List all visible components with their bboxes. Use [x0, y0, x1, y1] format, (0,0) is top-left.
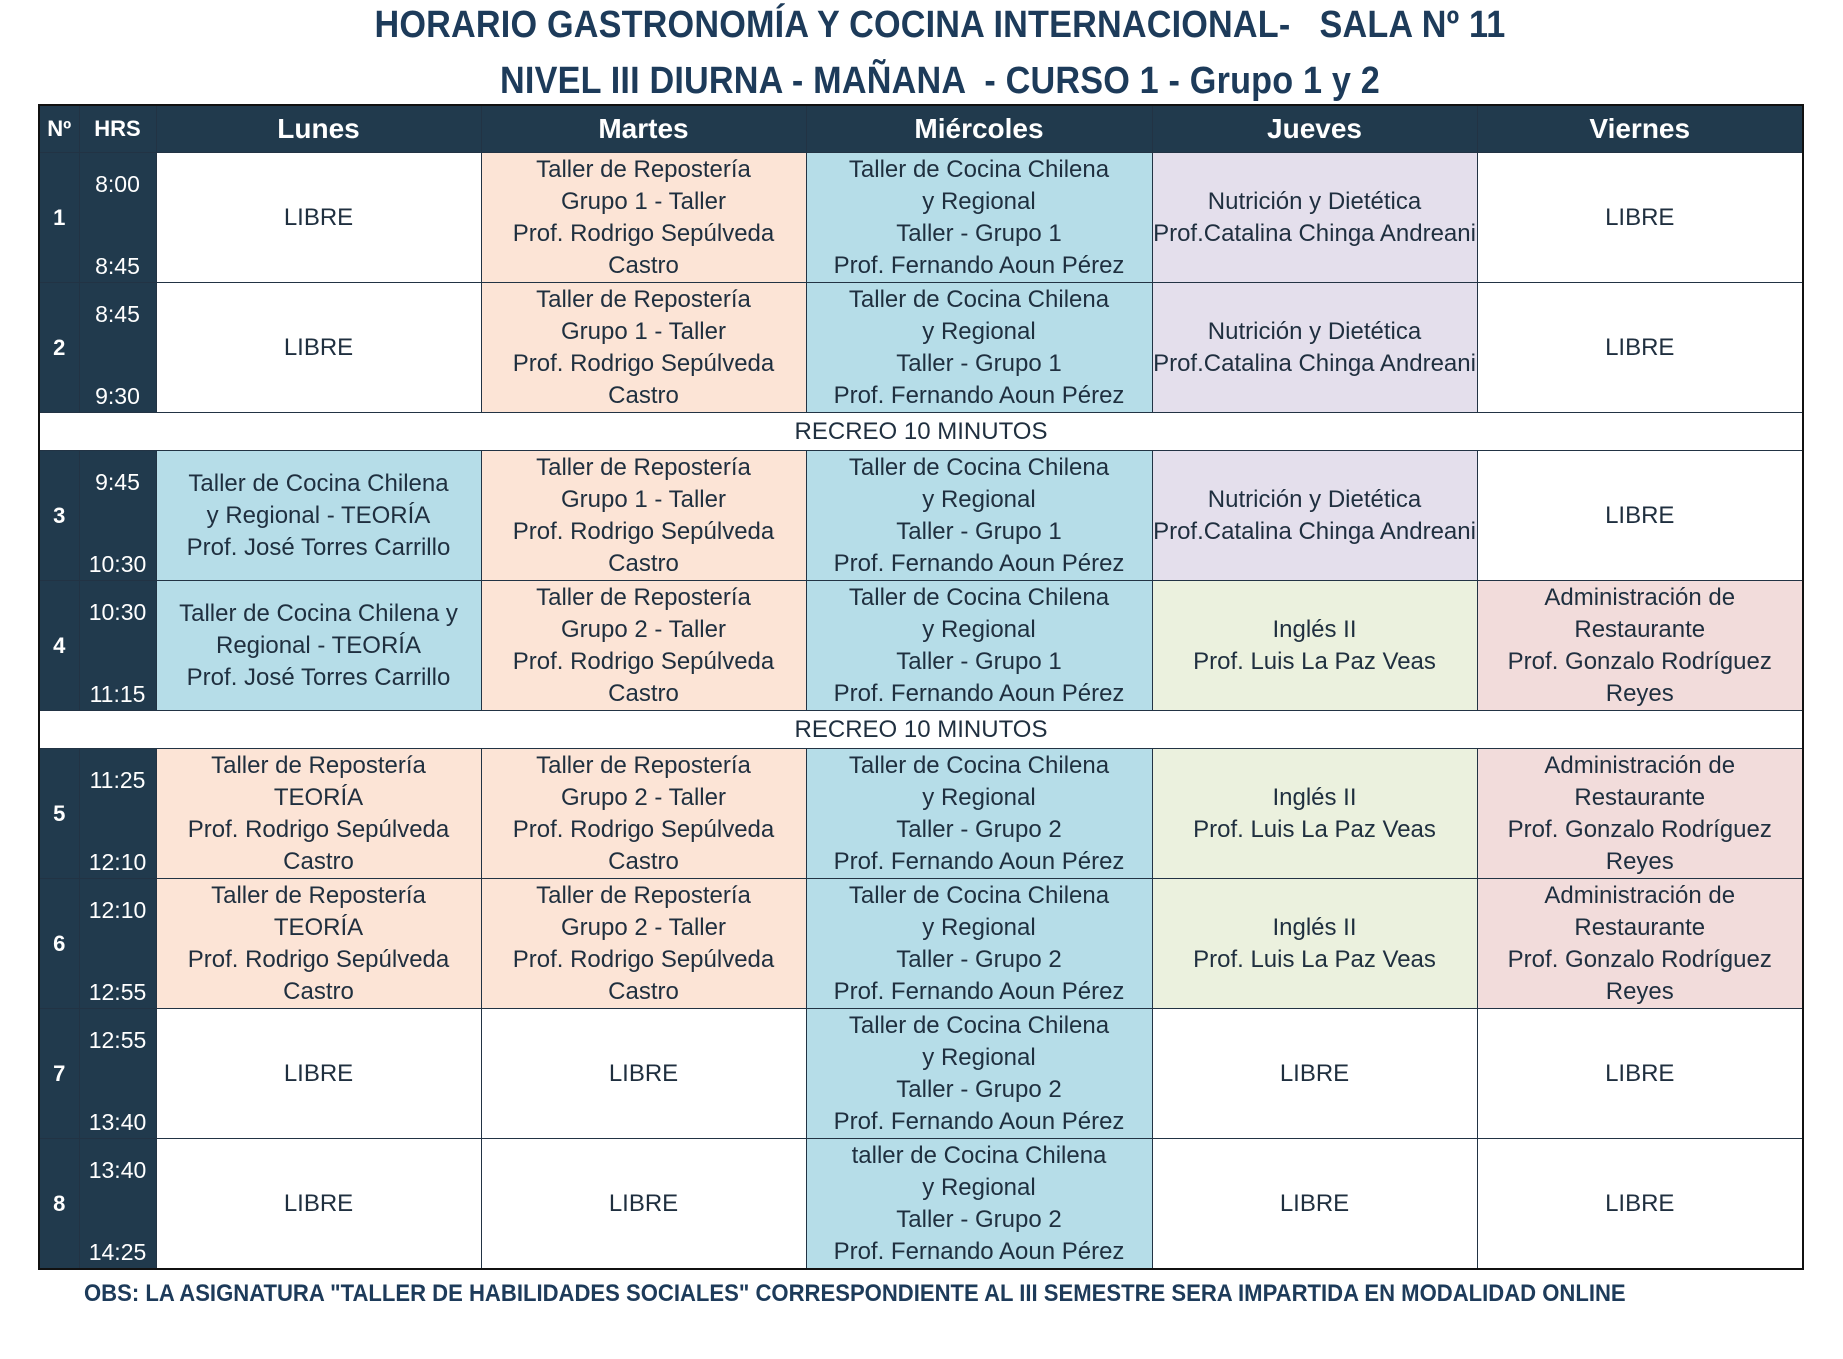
- period-hours: [79, 1009, 156, 1139]
- table-row: [39, 153, 1803, 283]
- recreo-label: RECREO 10 MINUTOS: [39, 711, 1803, 749]
- class-cell: Nutrición y Dietética Prof.Catalina Chinga Andreani: [1152, 153, 1477, 283]
- class-cell: Taller de Repostería TEORÍA Prof. Rodrigo Sepúlveda Castro: [156, 879, 481, 1009]
- class-cell: Administración de Restaurante Prof. Gonzalo Rodríguez Reyes: [1477, 879, 1803, 1009]
- period-number: 4: [39, 581, 79, 711]
- end-time: 11:15: [89, 681, 146, 707]
- period-number: 6: [39, 879, 79, 1009]
- recreo-row: [39, 711, 1803, 749]
- end-time: 14:25: [88, 1239, 147, 1265]
- period-number: 8: [39, 1139, 79, 1270]
- class-cell: LIBRE: [156, 153, 481, 283]
- page-subtitle: NIVEL III DIURNA - MAÑANA - CURSO 1 - Grupo 1 y 2: [500, 60, 1380, 102]
- class-cell: Nutrición y Dietética Prof.Catalina Chinga Andreani: [1152, 451, 1477, 581]
- class-cell: Administración de Restaurante Prof. Gonzalo Rodríguez Reyes: [1477, 581, 1803, 711]
- header-hrs: HRS: [79, 105, 156, 153]
- class-cell: LIBRE: [156, 1009, 481, 1139]
- class-cell: Inglés II Prof. Luis La Paz Veas: [1152, 879, 1477, 1009]
- period-hours: [79, 283, 156, 413]
- header-day-martes: Martes: [481, 105, 806, 153]
- end-time: 8:45: [95, 253, 140, 279]
- header-day-miercoles: Miércoles: [806, 105, 1152, 153]
- period-hours: [79, 879, 156, 1009]
- class-cell: Taller de Repostería Grupo 1 - Taller Prof. Rodrigo Sepúlveda Castro: [481, 153, 806, 283]
- period-number: 3: [39, 451, 79, 581]
- class-cell: LIBRE: [1477, 1139, 1803, 1270]
- period-hours: [79, 451, 156, 581]
- class-cell: Nutrición y Dietética Prof.Catalina Chinga Andreani: [1152, 283, 1477, 413]
- schedule-body: [39, 153, 1803, 1270]
- class-cell: Taller de Repostería TEORÍA Prof. Rodrigo Sepúlveda Castro: [156, 749, 481, 879]
- start-time: 12:10: [88, 897, 147, 923]
- class-cell: Taller de Cocina Chilena y Regional - TEORÍA Prof. José Torres Carrillo: [156, 581, 481, 711]
- class-cell: LIBRE: [481, 1139, 806, 1270]
- table-row: [39, 1139, 1803, 1270]
- page-title: HORARIO GASTRONOMÍA Y COCINA INTERNACIONAL- SALA Nº 11: [374, 4, 1506, 46]
- recreo-label: RECREO 10 MINUTOS: [39, 413, 1803, 451]
- class-cell: Taller de Repostería Grupo 2 - Taller Prof. Rodrigo Sepúlveda Castro: [481, 749, 806, 879]
- observation-note: OBS: LA ASIGNATURA "TALLER DE HABILIDADES SOCIALES" CORRESPONDIENTE AL III SEMESTRE SERA IMPARTIDA EN MODALIDAD ONLINE: [84, 1280, 1626, 1307]
- end-time: 10:30: [88, 551, 147, 577]
- table-row: [39, 879, 1803, 1009]
- class-cell: taller de Cocina Chilena y Regional Taller - Grupo 2 Prof. Fernando Aoun Pérez: [806, 1139, 1152, 1270]
- period-hours: [79, 749, 156, 879]
- class-cell: Taller de Repostería Grupo 2 - Taller Prof. Rodrigo Sepúlveda Castro: [481, 879, 806, 1009]
- class-cell: LIBRE: [1477, 283, 1803, 413]
- start-time: 13:40: [88, 1157, 147, 1183]
- class-cell: LIBRE: [1477, 1009, 1803, 1139]
- class-cell: Administración de Restaurante Prof. Gonzalo Rodríguez Reyes: [1477, 749, 1803, 879]
- period-number: 2: [39, 283, 79, 413]
- class-cell: LIBRE: [481, 1009, 806, 1139]
- period-hours: [79, 581, 156, 711]
- class-cell: Taller de Repostería Grupo 2 - Taller Prof. Rodrigo Sepúlveda Castro: [481, 581, 806, 711]
- end-time: 9:30: [95, 383, 140, 409]
- class-cell: Taller de Cocina Chilena y Regional Taller - Grupo 1 Prof. Fernando Aoun Pérez: [806, 283, 1152, 413]
- class-cell: Taller de Cocina Chilena y Regional - TEORÍA Prof. José Torres Carrillo: [156, 451, 481, 581]
- start-time: 12:55: [88, 1027, 147, 1053]
- start-time: 8:00: [95, 171, 140, 197]
- end-time: 12:55: [88, 979, 147, 1005]
- recreo-row: [39, 413, 1803, 451]
- end-time: 12:10: [88, 849, 147, 875]
- table-row: [39, 581, 1803, 711]
- class-cell: LIBRE: [1477, 153, 1803, 283]
- class-cell: Taller de Cocina Chilena y Regional Taller - Grupo 1 Prof. Fernando Aoun Pérez: [806, 451, 1152, 581]
- class-cell: LIBRE: [1477, 451, 1803, 581]
- start-time: 9:45: [95, 469, 140, 495]
- period-number: 5: [39, 749, 79, 879]
- class-cell: LIBRE: [156, 283, 481, 413]
- class-cell: LIBRE: [156, 1139, 481, 1270]
- table-row: [39, 1009, 1803, 1139]
- class-cell: Taller de Cocina Chilena y Regional Taller - Grupo 2 Prof. Fernando Aoun Pérez: [806, 1009, 1152, 1139]
- header-day-jueves: Jueves: [1152, 105, 1477, 153]
- class-cell: Taller de Cocina Chilena y Regional Taller - Grupo 1 Prof. Fernando Aoun Pérez: [806, 581, 1152, 711]
- class-cell: Taller de Cocina Chilena y Regional Taller - Grupo 2 Prof. Fernando Aoun Pérez: [806, 879, 1152, 1009]
- class-cell: Taller de Cocina Chilena y Regional Taller - Grupo 1 Prof. Fernando Aoun Pérez: [806, 153, 1152, 283]
- class-cell: LIBRE: [1152, 1139, 1477, 1270]
- class-cell: Taller de Repostería Grupo 1 - Taller Prof. Rodrigo Sepúlveda Castro: [481, 283, 806, 413]
- table-row: [39, 283, 1803, 413]
- end-time: 13:40: [88, 1109, 147, 1135]
- class-cell: LIBRE: [1152, 1009, 1477, 1139]
- header-num: Nº: [39, 105, 79, 153]
- period-hours: [79, 153, 156, 283]
- table-row: [39, 451, 1803, 581]
- start-time: 8:45: [95, 301, 140, 327]
- start-time: 11:25: [89, 767, 146, 793]
- schedule-table: [38, 104, 1804, 1270]
- class-cell: Inglés II Prof. Luis La Paz Veas: [1152, 581, 1477, 711]
- period-number: 1: [39, 153, 79, 283]
- table-row: [39, 749, 1803, 879]
- header-day-viernes: Viernes: [1477, 105, 1803, 153]
- header-row: [39, 105, 1803, 153]
- class-cell: Taller de Repostería Grupo 1 - Taller Prof. Rodrigo Sepúlveda Castro: [481, 451, 806, 581]
- period-number: 7: [39, 1009, 79, 1139]
- class-cell: Inglés II Prof. Luis La Paz Veas: [1152, 749, 1477, 879]
- start-time: 10:30: [88, 599, 147, 625]
- class-cell: Taller de Cocina Chilena y Regional Taller - Grupo 2 Prof. Fernando Aoun Pérez: [806, 749, 1152, 879]
- period-hours: [79, 1139, 156, 1270]
- header-day-lunes: Lunes: [156, 105, 481, 153]
